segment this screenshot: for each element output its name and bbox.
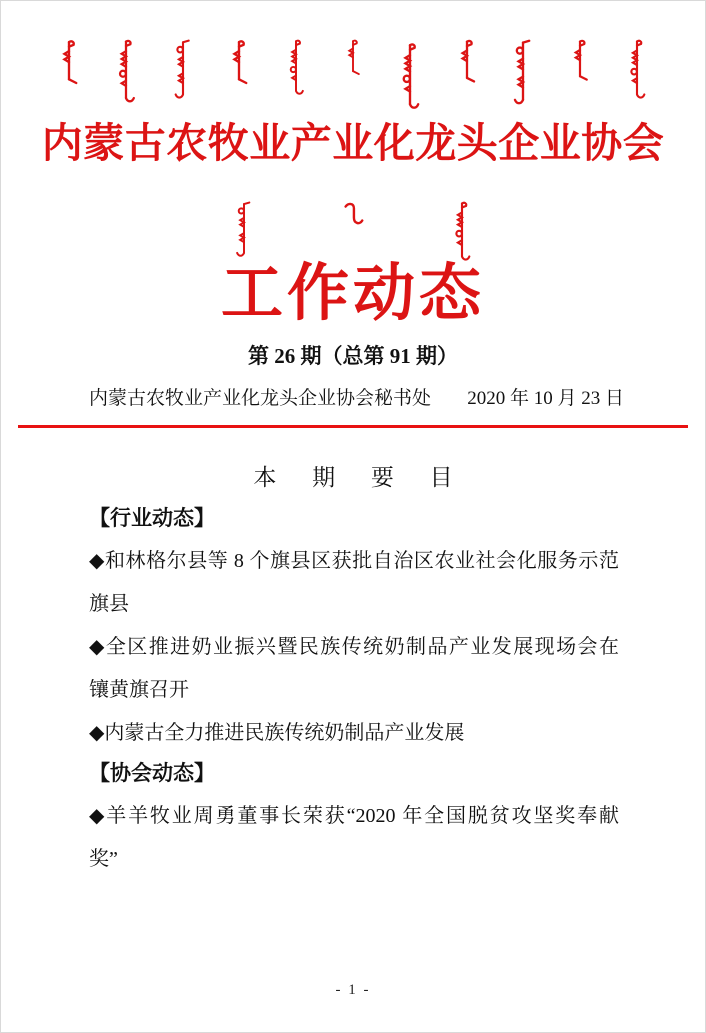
mongolian-word-icon <box>513 39 533 107</box>
mongolian-word-icon <box>59 39 79 87</box>
mongolian-word-icon <box>457 39 477 85</box>
toc-item-line: 旗县 <box>89 593 129 615</box>
toc-item <box>89 712 619 755</box>
publish-date: 2020 年 10 月 23 日 <box>467 388 624 409</box>
red-divider-rule <box>18 425 688 428</box>
toc-item-line: ◆和林格尔县等 8 个旗县区获批自治区农业社会化服务示范 <box>89 550 619 572</box>
toc-item-line: ◆羊羊牧业周勇董事长荣获“2020 年全国脱贫攻坚奖奉献 <box>89 805 619 827</box>
page-number: - 1 - <box>335 982 371 998</box>
mongolian-word-icon <box>173 39 193 101</box>
toc-item-line: ◆内蒙古全力推进民族传统奶制品产业发展 <box>89 722 465 744</box>
toc <box>1 504 705 881</box>
toc-item-line: 镶黄旗召开 <box>89 679 189 701</box>
mongolian-word-icon <box>452 201 472 263</box>
toc-item <box>89 626 619 712</box>
publisher-row <box>1 387 705 411</box>
mongolian-word-icon <box>341 201 365 227</box>
organization-title: 内蒙古农牧业产业化龙头企业协会 <box>41 120 665 166</box>
toc-title: 本 期 要 目 <box>253 465 468 490</box>
toc-item-line: ◆全区推进奶业振兴暨民族传统奶制品产业发展现场会在 <box>89 636 619 658</box>
toc-section-label-association: 【协会动态】 <box>89 762 215 785</box>
mongolian-word-icon <box>627 39 647 101</box>
toc-item <box>89 540 619 626</box>
issue-number: 第 26 期（总第 91 期） <box>248 344 458 368</box>
bulletin-title: 工作动态 <box>220 260 485 328</box>
toc-item-line: 奖” <box>89 848 118 870</box>
mongolian-script-row-subtitle <box>234 201 472 263</box>
toc-item <box>89 795 619 881</box>
mongolian-word-icon <box>229 39 249 87</box>
mongolian-script-row-top <box>59 1 647 115</box>
mongolian-word-icon <box>286 39 306 97</box>
mongolian-word-icon <box>343 39 363 77</box>
mongolian-word-icon <box>400 39 420 115</box>
mongolian-word-icon <box>234 201 254 259</box>
publisher-name: 内蒙古农牧业产业化龙头企业协会秘书处 <box>89 388 432 409</box>
toc-section-label-industry: 【行业动态】 <box>89 507 215 530</box>
mongolian-word-icon <box>116 39 136 105</box>
mongolian-word-icon <box>570 39 590 83</box>
